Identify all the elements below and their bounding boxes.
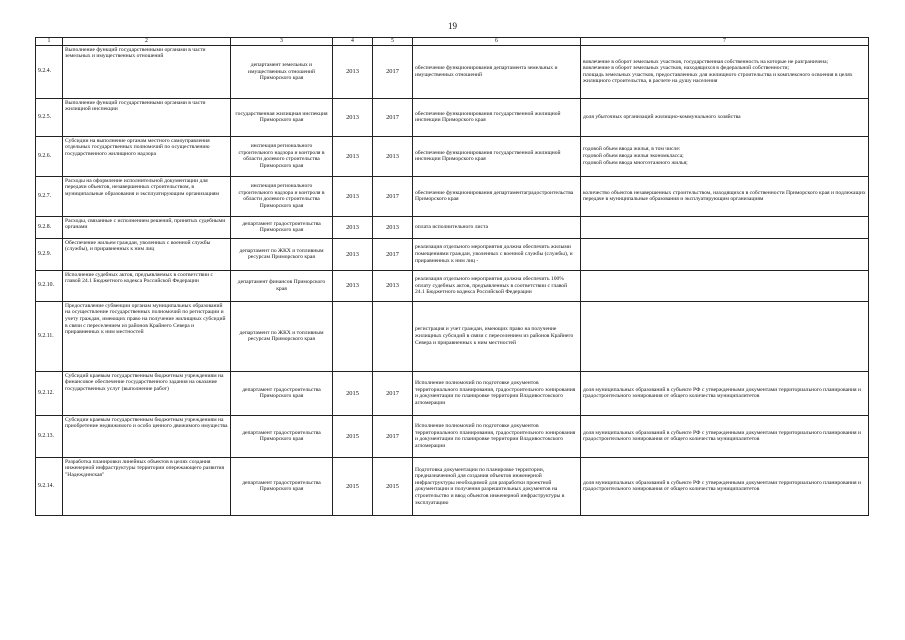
start-year-cell: 2015 <box>333 371 373 415</box>
responsible-dept-cell: департамент по ЖКХ и топливным ресурсам Приморского края <box>231 301 333 371</box>
responsible-dept-cell: департамент градостроительства Приморского края <box>231 457 333 515</box>
start-year-cell: 2013 <box>333 270 373 301</box>
table-row <box>36 371 869 415</box>
start-year-cell: 2013 <box>333 98 373 136</box>
expected-result-cell: обеспечение функционирования департаментаградостроительства Приморского края <box>413 176 581 216</box>
start-year-cell: 2013 <box>333 176 373 216</box>
table-row <box>36 45 869 98</box>
indicator-line: площадь земельных участков, предоставленных для жилищного строительства и комплексного освоения в целях жилищного строительства, в расчете на душу населения <box>583 71 853 85</box>
measure-name-cell: Расходы на оформление исполнительной документации для передачи объектов, незавершенных строительством, в муниципальные образования и эксплуатирующим организациям <box>63 176 231 216</box>
indicator-line: доля муниципальных образований в субъекте РФ с утвержденными документами территориального планирования и градостроительного зонирования от общего количества муниципалитетов <box>583 429 862 443</box>
measures-table <box>35 37 869 516</box>
responsible-dept-cell: департамент по ЖКХ и топливным ресурсам Приморского края <box>231 238 333 270</box>
indicator-line: годовой объем ввода многоэтажного жилья; <box>583 159 688 166</box>
indicator-line: доля муниципальных образований в субъекте РФ с утвержденными документами территориального планирования и градостроительного зонирования от общего количества муниципалитетов <box>583 479 862 493</box>
header-cell: 5 <box>373 38 413 46</box>
end-year-cell: 2015 <box>373 457 413 515</box>
end-year-cell: 2017 <box>373 98 413 136</box>
header-cell: 2 <box>63 38 231 46</box>
responsible-dept-cell: департамент земельных и имущественных отношений Приморского края <box>231 45 333 98</box>
start-year-cell: 2015 <box>333 415 373 457</box>
end-year-cell: 2017 <box>373 176 413 216</box>
end-year-cell: 2013 <box>373 136 413 176</box>
end-year-cell: 2017 <box>373 415 413 457</box>
indicators-cell <box>581 270 869 301</box>
start-year-cell: 2013 <box>333 45 373 98</box>
end-year-cell: 2013 <box>373 216 413 238</box>
start-year-cell: 2013 <box>333 136 373 176</box>
row-number-cell: 9.2.7. <box>36 176 63 216</box>
indicators-cell <box>581 98 869 136</box>
end-year-cell <box>373 301 413 371</box>
end-year-cell: 2017 <box>373 45 413 98</box>
start-year-cell <box>333 301 373 371</box>
indicators-cell <box>581 301 869 371</box>
measure-name-cell: Субсидии краевым государственным бюджетным учреждениям на приобретение недвижимого и особо ценного движимого имущества <box>63 415 231 457</box>
end-year-cell: 2017 <box>373 238 413 270</box>
table-row <box>36 136 869 176</box>
header-row <box>36 38 869 46</box>
end-year-cell: 2013 <box>373 270 413 301</box>
measure-name-cell: Субсидий краевым государственным бюджетным учреждениям на финансовое обеспечение государственного задания на оказание государственных услуг (выполнение работ) <box>63 371 231 415</box>
indicators-cell <box>581 371 869 415</box>
row-number-cell: 9.2.14. <box>36 457 63 515</box>
indicators-cell <box>581 457 869 515</box>
measure-name-cell: Разработка планировки линейных объектов в целях создания инженерной инфраструктуры территории опережающего развития "Надеждинская" <box>63 457 231 515</box>
expected-result-cell: регистрация и учет граждан, имеющих право на получение жилищных субсидий в связи с переселением из районов Крайнего Севера и приравненных к ним местностей <box>413 301 581 371</box>
row-number-cell: 9.2.11. <box>36 301 63 371</box>
measure-name-cell: Расходы, связанные с исполнением решений, принятых судебными органами <box>63 216 231 238</box>
expected-result-cell: обеспечение функционирования государственной жилищной инспекции Приморского края <box>413 136 581 176</box>
expected-result-cell: Исполнение полномочий по подготовке документов территориального планирования, градостроительного зонирования и документации по планировке территории Владивостокского агломерации <box>413 415 581 457</box>
measure-name-cell: Исполнение судебных актов, предъявляемых в соответствии с главой 24.1 Бюджетного кодекса Российской Федерации <box>63 270 231 301</box>
row-number-cell: 9.2.4. <box>36 45 63 98</box>
indicators-cell <box>581 176 869 216</box>
measure-name-cell: Предоставление субвенции органам муниципальных образований на осуществление государственных полномочий по регистрации и учету граждан, имеющих право на получение жилищных субсидий в связи с переселением из районов Крайнего Севера и приравненных к ним местностей <box>63 301 231 371</box>
table-row <box>36 216 869 238</box>
responsible-dept-cell: департамент градостроительства Приморского края <box>231 415 333 457</box>
table-row <box>36 270 869 301</box>
expected-result-cell: оплата исполнительного листа <box>413 216 581 238</box>
responsible-dept-cell: департамент финансов Приморского края <box>231 270 333 301</box>
indicators-cell <box>581 415 869 457</box>
header-cell: 6 <box>413 38 581 46</box>
measure-name-cell: Обеспечение жильем граждан, уволенных с военной службы (службы), и приравненных к ним лиц <box>63 238 231 270</box>
responsible-dept-cell: департамент градостроительства Приморского края <box>231 216 333 238</box>
indicators-cell <box>581 136 869 176</box>
row-number-cell: 9.2.10. <box>36 270 63 301</box>
indicator-line: доля убыточных организаций жилищно-коммунального хозяйства <box>583 114 741 121</box>
indicators-cell <box>581 216 869 238</box>
indicators-cell <box>581 45 869 98</box>
table-body <box>36 38 869 516</box>
row-number-cell: 9.2.6. <box>36 136 63 176</box>
table-row <box>36 238 869 270</box>
table-row <box>36 415 869 457</box>
header-cell: 3 <box>231 38 333 46</box>
table-row <box>36 301 869 371</box>
responsible-dept-cell: инспекция регионального строительного надзора и контроля в области долевого строительства Приморского края <box>231 136 333 176</box>
page-number: 19 <box>448 21 457 31</box>
measure-name-cell: Субсидии на выполнение органам местного самоуправления отдельных государственных полномочий по осуществлению государственного жилищного надзора <box>63 136 231 176</box>
row-number-cell: 9.2.9. <box>36 238 63 270</box>
measure-name-cell: Выполнение функций государственными органами в части жилищной инспекции <box>63 98 231 136</box>
start-year-cell: 2013 <box>333 216 373 238</box>
expected-result-cell: реализация отдельного мероприятия должна обеспечить 100% оплату судебных актов, предъявленных в соответствии с главой 24.1 Бюджетного кодекса Российской Федерации <box>413 270 581 301</box>
indicator-line: вовлечение в оборот земельных участков, государственная собственность на которые не разграничена; <box>583 58 829 65</box>
expected-result-cell: обеспечение функционирования государственной жилищной инспекции Приморского края <box>413 98 581 136</box>
responsible-dept-cell: государственная жилищная инспекция Приморского края <box>231 98 333 136</box>
expected-result-cell: реализация отдельного мероприятия должна обеспечить жилыми помещениями граждан, уволенных с военной службы (службы), и приравненных к ним лиц - <box>413 238 581 270</box>
header-cell: 4 <box>333 38 373 46</box>
row-number-cell: 9.2.13. <box>36 415 63 457</box>
indicator-line: годовой объем ввода жилья, в том числе: <box>583 146 681 153</box>
indicator-line: количество объектов незавершенных строительством, находящихся в собственности Приморского края и подлежащих передаче в муниципальные образования и эксплуатирующим организациям <box>583 189 866 203</box>
indicators-cell <box>581 238 869 270</box>
responsible-dept-cell: департамент градостроительства Приморского края <box>231 371 333 415</box>
expected-result-cell: обеспечение функционирования департамента земельных и имущественных отношений <box>413 45 581 98</box>
table-row <box>36 176 869 216</box>
expected-result-cell: Подготовка документации по планировке территории, предназначенной для создания объектов инженерной инфраструктуры необходимой для разработки проектной документации и получения разрешительных документов на строительство и ввод объектов инженерной инфраструктуры в эксплуатацию <box>413 457 581 515</box>
row-number-cell: 9.2.5. <box>36 98 63 136</box>
table-row <box>36 98 869 136</box>
row-number-cell: 9.2.8. <box>36 216 63 238</box>
start-year-cell: 2013 <box>333 238 373 270</box>
responsible-dept-cell: инспекция регионального строительного надзора и контроля в области долевого строительства Приморского края <box>231 176 333 216</box>
indicator-line: годовой объем ввода жилья экономкласса; <box>583 153 684 160</box>
expected-result-cell: Исполнение полномочий по подготовке документов территориального планирования, градостроительного зонирования и документации по планировке территории Владивостокского агломерации <box>413 371 581 415</box>
table-row <box>36 457 869 515</box>
row-number-cell: 9.2.12. <box>36 371 63 415</box>
indicator-line: вовлечение в оборот земельных участков, находящихся в федеральной собственности; <box>583 65 790 72</box>
end-year-cell: 2017 <box>373 371 413 415</box>
measure-name-cell: Выполнение функций государственными органами в части земельных и имущественных отношений <box>63 45 231 98</box>
indicator-line: доля муниципальных образований в субъекте РФ с утвержденными документами территориального планирования и градостроительного зонирования от общего количества муниципалитетов <box>583 386 862 400</box>
header-cell: 1 <box>36 38 63 46</box>
start-year-cell: 2015 <box>333 457 373 515</box>
header-cell: 7 <box>581 38 869 46</box>
